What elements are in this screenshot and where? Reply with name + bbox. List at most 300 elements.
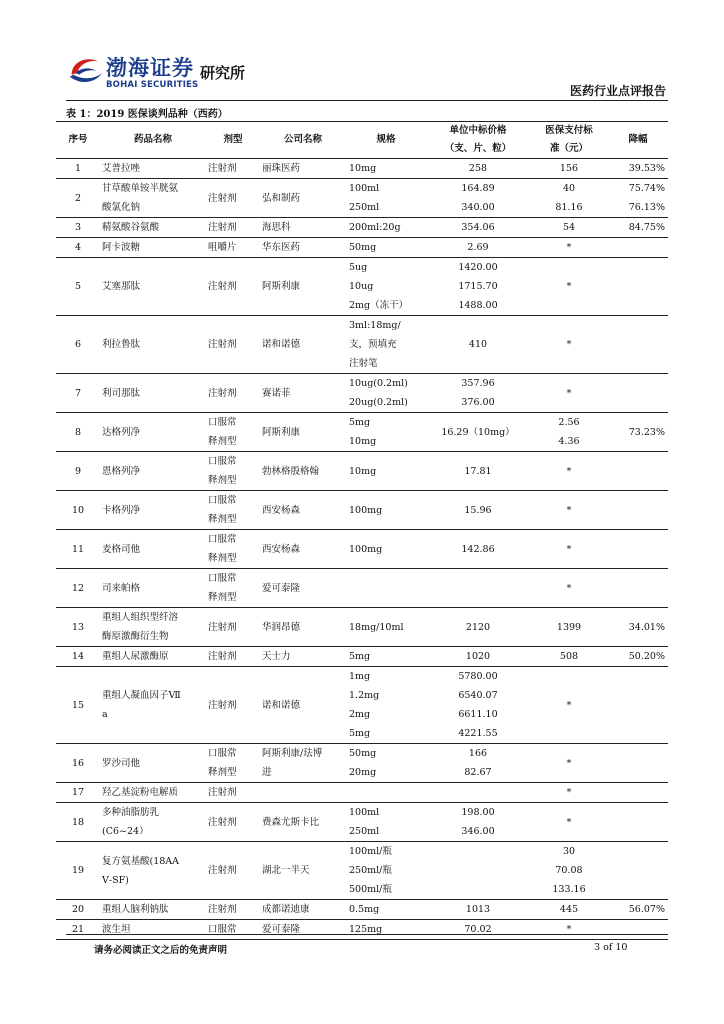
drug-table-container — [56, 121, 668, 940]
cell-standard — [530, 783, 608, 803]
cell-price-line: 166 — [468, 748, 488, 759]
cell-dosage-form-line: 口服常 — [208, 573, 237, 584]
cell-dosage-form-line: 注射剂 — [208, 163, 237, 174]
cell-drug-name-line: 重组人凝血因子Ⅶ — [102, 690, 181, 701]
cell-company-line: 费森尤斯卡比 — [262, 816, 320, 828]
cell-drug-name — [100, 179, 206, 218]
table-row — [56, 608, 668, 647]
cell-price-line: 6611.10 — [458, 709, 498, 720]
cell-no: 1 — [74, 163, 82, 174]
cell-no: 4 — [74, 242, 82, 253]
cell-drug-name-line: 重组人尿激酶原 — [102, 651, 169, 662]
cell-company-line: 阿斯利康/珐博 — [262, 748, 323, 759]
cell-drop — [608, 900, 668, 920]
cell-drug-name-line: 艾普拉唑 — [102, 163, 141, 174]
cell-drug-name-line: 羟乙基淀粉电解质 — [102, 787, 179, 798]
col-header-form: 剂型 — [223, 134, 243, 145]
cell-standard — [530, 179, 608, 218]
cell-company-line: 华润昂德 — [262, 621, 301, 633]
cell-drug-name — [100, 920, 206, 940]
cell-dosage-form-line: 注射剂 — [208, 339, 237, 350]
cell-dosage-form-line: 注射剂 — [208, 651, 237, 662]
cell-drop — [608, 159, 668, 179]
cell-drop — [608, 744, 668, 783]
cell-company-line: 诺和诺德 — [262, 339, 301, 350]
cell-spec — [346, 920, 426, 940]
table-row — [56, 667, 668, 744]
cell-standard — [530, 374, 608, 413]
cell-drug-name-line: 恩格列净 — [102, 465, 141, 477]
cell-drug-name — [100, 258, 206, 316]
cell-no: 11 — [71, 543, 85, 555]
cell-drug-name-line: 阿卡波糖 — [102, 242, 141, 253]
table-row — [56, 803, 668, 842]
cell-price-line: 357.96 — [461, 378, 495, 389]
cell-spec-line: 250ml — [349, 202, 380, 213]
col-header-company: 公司名称 — [283, 134, 322, 145]
cell-drug-name — [100, 316, 206, 374]
cell-drug-name — [100, 530, 206, 569]
cell-drop — [608, 530, 668, 569]
cell-standard — [530, 667, 608, 744]
cell-spec-line: 2mg（冻干） — [349, 300, 409, 311]
cell-drop — [608, 608, 668, 647]
cell-company-line: 丽珠医药 — [262, 163, 301, 174]
cell-company — [260, 647, 346, 667]
cell-dosage-form-line: 口服常 — [208, 924, 237, 935]
footer-divider — [66, 934, 668, 935]
cell-standard — [530, 842, 608, 900]
cell-standard — [530, 238, 608, 258]
cell-price — [426, 413, 530, 452]
cell-no: 7 — [74, 387, 82, 399]
cell-drop — [608, 374, 668, 413]
cell-company-line: 西安杨森 — [262, 543, 301, 555]
cell-drug-name — [100, 667, 206, 744]
cell-dosage-form-line: 口服常 — [208, 417, 237, 428]
cell-company — [260, 218, 346, 238]
cell-no: 10 — [71, 504, 85, 516]
cell-price-line: 4221.55 — [458, 728, 498, 739]
cell-no: 8 — [74, 426, 82, 438]
cell-price-line: 2.69 — [467, 242, 489, 253]
cell-price — [426, 920, 530, 940]
cell-standard — [530, 530, 608, 569]
cell-drop-line: 34.01% — [628, 621, 665, 633]
cell-company — [260, 920, 346, 940]
cell-dosage-form-line: 注射剂 — [208, 192, 237, 204]
cell-drug-name-line: 酸氯化钠 — [102, 202, 141, 213]
cell-drug-name-line: 卡格列净 — [102, 504, 141, 516]
cell-drop-line: 39.53% — [628, 163, 665, 174]
cell-standard-line: * — [566, 699, 572, 711]
cell-company-line: 勃林格殷格翰 — [262, 465, 320, 477]
cell-price-line: 376.00 — [461, 397, 495, 408]
cell-drop — [608, 179, 668, 218]
cell-price-line: 6540.07 — [458, 690, 498, 701]
cell-company — [260, 667, 346, 744]
cell-company-line: 阿斯利康 — [262, 281, 301, 292]
cell-price — [426, 647, 530, 667]
cell-no: 9 — [74, 465, 82, 477]
cell-standard-line: * — [566, 924, 572, 935]
cell-drop-line: 73.23% — [628, 426, 665, 438]
cell-price-line: 15.96 — [464, 504, 492, 516]
cell-standard-line: 133.16 — [552, 884, 586, 895]
cell-price — [426, 238, 530, 258]
cell-price — [426, 608, 530, 647]
cell-drop — [608, 920, 668, 940]
cell-spec-line: 10mg — [349, 465, 377, 477]
cell-drug-name-line: 麦格司他 — [102, 543, 141, 555]
table-row — [56, 258, 668, 316]
cell-price-line: 16.29（10mg） — [441, 426, 515, 438]
cell-company-line: 天士力 — [262, 651, 291, 662]
cell-standard-line: 81.16 — [555, 202, 583, 213]
cell-drop-line: 50.20% — [628, 651, 665, 662]
cell-price-line: 340.00 — [461, 202, 495, 213]
cell-dosage-form — [206, 744, 260, 783]
table-row — [56, 900, 668, 920]
cell-standard-line: * — [566, 504, 572, 516]
cell-standard-line: 70.08 — [555, 865, 583, 876]
cell-company-line: 西安杨森 — [262, 504, 301, 516]
cell-price-line: 1715.70 — [458, 281, 498, 292]
cell-drug-name — [100, 842, 206, 900]
cell-company — [260, 452, 346, 491]
cell-standard — [530, 316, 608, 374]
cell-company-line: 弘和制药 — [262, 192, 301, 204]
cell-company — [260, 491, 346, 530]
cell-company — [260, 842, 346, 900]
cell-spec — [346, 238, 426, 258]
cell-drug-name-line: 精氨酸谷氨酸 — [102, 222, 160, 233]
cell-standard — [530, 608, 608, 647]
cell-spec-line: 注射笔 — [349, 358, 378, 369]
table-title: 表 1：2019 医保谈判品种（西药） — [66, 109, 228, 120]
cell-spec-line: 250ml — [349, 826, 380, 837]
cell-price-line: 1420.00 — [458, 262, 498, 273]
cell-drug-name-line: 重组人组织型纤溶 — [102, 612, 179, 623]
cell-price-line: 198.00 — [461, 807, 495, 818]
cell-no: 13 — [71, 621, 85, 633]
cell-company — [260, 374, 346, 413]
cell-spec-line: 50mg — [349, 748, 377, 759]
cell-price — [426, 316, 530, 374]
cell-drug-name-line: 复方氨基酸(18AA — [102, 855, 180, 867]
cell-company — [260, 179, 346, 218]
header-divider — [66, 100, 668, 101]
cell-drug-name — [100, 900, 206, 920]
cell-spec — [346, 744, 426, 783]
cell-dosage-form — [206, 900, 260, 920]
cell-company-line: 赛诺菲 — [262, 387, 291, 399]
cell-standard — [530, 218, 608, 238]
cell-dosage-form-line: 注射剂 — [208, 621, 237, 633]
cell-dosage-form — [206, 413, 260, 452]
col-header-standard-line: 医保支付标 — [545, 125, 593, 136]
cell-standard — [530, 920, 608, 940]
cell-price-line: 346.00 — [461, 826, 495, 837]
cell-no: 12 — [71, 582, 85, 594]
cell-dosage-form — [206, 647, 260, 667]
cell-dosage-form — [206, 218, 260, 238]
cell-company — [260, 159, 346, 179]
cell-price — [426, 842, 530, 900]
cell-drop — [608, 413, 668, 452]
cell-company — [260, 569, 346, 608]
cell-standard-line: 4.36 — [558, 436, 580, 447]
cell-drop-line: 56.07% — [628, 904, 665, 915]
cell-price — [426, 179, 530, 218]
cell-spec — [346, 413, 426, 452]
cell-company — [260, 744, 346, 783]
cell-drug-name-line: 达格列净 — [102, 426, 141, 438]
cell-company-line: 海思科 — [262, 222, 291, 233]
cell-spec-line: 支，预填充 — [349, 339, 397, 350]
bohai-logo-icon — [66, 52, 104, 90]
cell-drug-name-line: 司来帕格 — [102, 582, 141, 594]
cell-dosage-form — [206, 530, 260, 569]
cell-standard-line: 445 — [559, 904, 579, 915]
cell-dosage-form-line: 释剂型 — [208, 475, 237, 486]
cell-no: 18 — [71, 816, 85, 828]
cell-spec — [346, 783, 426, 803]
table-row — [56, 842, 668, 900]
cell-spec-line: 50mg — [349, 242, 377, 253]
cell-spec-line: 5mg — [349, 651, 371, 662]
cell-spec — [346, 569, 426, 608]
cell-standard-line: 30 — [562, 846, 576, 857]
cell-standard-line: * — [566, 816, 572, 828]
cell-drop — [608, 452, 668, 491]
cell-standard — [530, 647, 608, 667]
cell-price-line: 2120 — [465, 621, 491, 633]
cell-price-line: 70.02 — [464, 924, 492, 935]
table-header-row — [56, 122, 668, 159]
cell-spec-line: 10mg — [349, 436, 377, 447]
cell-dosage-form — [206, 491, 260, 530]
cell-drug-name-line: (C6~24） — [102, 826, 149, 837]
cell-dosage-form — [206, 258, 260, 316]
cell-company — [260, 783, 346, 803]
cell-spec-line: 5mg — [349, 728, 371, 739]
cell-no: 15 — [71, 699, 85, 711]
cell-spec — [346, 218, 426, 238]
cell-price — [426, 803, 530, 842]
cell-spec — [346, 179, 426, 218]
cell-drug-name-line: 多种油脂肪乳 — [102, 807, 160, 818]
cell-spec — [346, 452, 426, 491]
cell-spec — [346, 900, 426, 920]
cell-drug-name-line: 利拉鲁肽 — [102, 339, 141, 350]
cell-spec — [346, 608, 426, 647]
cell-dosage-form-line: 注射剂 — [208, 699, 237, 711]
cell-spec-line: 1mg — [349, 671, 371, 682]
cell-drop — [608, 258, 668, 316]
cell-spec — [346, 258, 426, 316]
cell-company-line: 阿斯利康 — [262, 426, 301, 438]
cell-spec — [346, 647, 426, 667]
cell-drug-name — [100, 608, 206, 647]
cell-drug-name-line: 波生坦 — [102, 924, 131, 935]
cell-company — [260, 238, 346, 258]
cell-company — [260, 900, 346, 920]
cell-spec — [346, 491, 426, 530]
table-row — [56, 569, 668, 608]
table-row — [56, 452, 668, 491]
cell-standard-line: * — [566, 465, 572, 477]
cell-spec-line: 0.5mg — [349, 904, 380, 915]
cell-spec — [346, 842, 426, 900]
table-row — [56, 316, 668, 374]
cell-drug-name-line: 罗沙司他 — [102, 757, 141, 769]
cell-dosage-form-line: 注射剂 — [208, 222, 237, 233]
cell-company-line: 成都诺迪康 — [262, 904, 310, 915]
cell-standard-line: * — [566, 281, 572, 292]
cell-company-line: 爱可泰隆 — [262, 924, 301, 935]
cell-company-line: 湖北一半天 — [262, 865, 310, 876]
cell-standard-line: * — [566, 757, 572, 769]
cell-no: 14 — [71, 651, 85, 662]
cell-standard — [530, 452, 608, 491]
cell-price — [426, 900, 530, 920]
cell-price — [426, 667, 530, 744]
cell-drug-name — [100, 374, 206, 413]
cell-dosage-form-line: 释剂型 — [208, 592, 237, 603]
col-header-price — [426, 122, 530, 159]
cell-drug-name-line: 艾塞那肽 — [102, 281, 141, 292]
table-row — [56, 159, 668, 179]
col-header-spec: 规格 — [376, 134, 396, 145]
cell-drop-line: 84.75% — [628, 222, 665, 233]
cell-dosage-form — [206, 842, 260, 900]
cell-spec-line: 2mg — [349, 709, 371, 720]
cell-company — [260, 413, 346, 452]
cell-dosage-form-line: 释剂型 — [208, 436, 237, 447]
cell-drug-name — [100, 803, 206, 842]
table-row — [56, 783, 668, 803]
cell-spec-line: 125mg — [349, 924, 383, 935]
cell-dosage-form-line: 释剂型 — [208, 767, 237, 778]
cell-standard — [530, 413, 608, 452]
cell-no: 21 — [71, 924, 85, 935]
footer-page-number: 3 of 10 — [594, 942, 628, 953]
cell-dosage-form — [206, 667, 260, 744]
cell-standard-line: 508 — [559, 651, 579, 662]
cell-dosage-form-line: 释剂型 — [208, 553, 237, 564]
cell-price-line: 164.89 — [461, 183, 495, 194]
cell-no: 20 — [71, 904, 85, 915]
cell-dosage-form — [206, 316, 260, 374]
cell-price — [426, 374, 530, 413]
cell-drug-name — [100, 238, 206, 258]
cell-standard-line: 1399 — [556, 621, 582, 633]
cell-spec-line: 200ml:20g — [349, 222, 401, 233]
cell-standard-line: * — [566, 387, 572, 399]
cell-drop — [608, 238, 668, 258]
table-row — [56, 491, 668, 530]
cell-drug-name — [100, 744, 206, 783]
cell-drug-name — [100, 452, 206, 491]
cell-drug-name-line: Ⅴ-SF) — [102, 874, 129, 886]
cell-spec-line: 10ug(0.2ml) — [349, 378, 408, 389]
cell-price-line: 5780.00 — [458, 671, 498, 682]
cell-spec-line: 100ml — [349, 183, 380, 194]
cell-no: 2 — [74, 192, 82, 204]
cell-standard-line: 156 — [559, 163, 579, 174]
cell-price-line: 1013 — [465, 904, 491, 915]
cell-company — [260, 530, 346, 569]
report-type: 医药行业点评报告 — [569, 84, 666, 98]
cell-spec-line: 100mg — [349, 504, 383, 516]
cell-standard-line: 40 — [562, 183, 576, 194]
report-header — [66, 50, 666, 102]
cell-company — [260, 316, 346, 374]
cell-price-line: 17.81 — [464, 465, 492, 477]
cell-price — [426, 569, 530, 608]
cell-dosage-form-line: 注射剂 — [208, 387, 237, 399]
table-row — [56, 238, 668, 258]
cell-company-line: 爱可泰隆 — [262, 582, 301, 594]
cell-standard — [530, 569, 608, 608]
cell-spec-line: 20mg — [349, 767, 377, 778]
cell-drug-name-line: 甘草酸单铵半胱氨 — [102, 183, 179, 194]
cell-price-line: 258 — [468, 163, 488, 174]
cell-dosage-form-line: 口服常 — [208, 495, 237, 506]
cell-dosage-form-line: 注射剂 — [208, 865, 237, 876]
cell-spec-line: 5ug — [349, 262, 368, 273]
cell-standard-line: 2.56 — [558, 417, 580, 428]
cell-company-line: 诺和诺德 — [262, 699, 301, 711]
cell-spec-line: 10ug — [349, 281, 374, 292]
cell-dosage-form-line: 注射剂 — [208, 904, 237, 915]
cell-spec-line: 5mg — [349, 417, 371, 428]
cell-company-line: 进 — [262, 767, 272, 778]
cell-price — [426, 452, 530, 491]
footer-disclaimer: 请务必阅读正文之后的免责声明 — [94, 945, 228, 956]
cell-spec — [346, 667, 426, 744]
cell-no: 16 — [71, 757, 85, 769]
cell-spec-line: 100ml — [349, 807, 380, 818]
cell-spec-line: 100mg — [349, 543, 383, 555]
cell-price — [426, 491, 530, 530]
cell-dosage-form — [206, 920, 260, 940]
table-row — [56, 218, 668, 238]
cell-standard-line: * — [566, 543, 572, 555]
col-header-price-line: 单位中标价格 — [449, 125, 507, 136]
cell-company — [260, 258, 346, 316]
cell-no: 6 — [74, 339, 82, 350]
cell-spec-line: 1.2mg — [349, 690, 380, 701]
cell-standard — [530, 258, 608, 316]
cell-drop-line: 75.74% — [628, 183, 665, 194]
table-row — [56, 374, 668, 413]
cell-no: 5 — [74, 281, 82, 292]
col-header-standard — [530, 122, 608, 159]
table-row — [56, 530, 668, 569]
cell-spec — [346, 316, 426, 374]
cell-spec-line: 18mg/10ml — [349, 621, 404, 633]
cell-dosage-form — [206, 179, 260, 218]
cell-drug-name-line: 利司那肽 — [102, 387, 141, 399]
cell-dosage-form — [206, 238, 260, 258]
cell-drug-name — [100, 647, 206, 667]
cell-no: 19 — [71, 865, 85, 876]
cell-drop — [608, 316, 668, 374]
cell-dosage-form — [206, 783, 260, 803]
cell-price — [426, 258, 530, 316]
